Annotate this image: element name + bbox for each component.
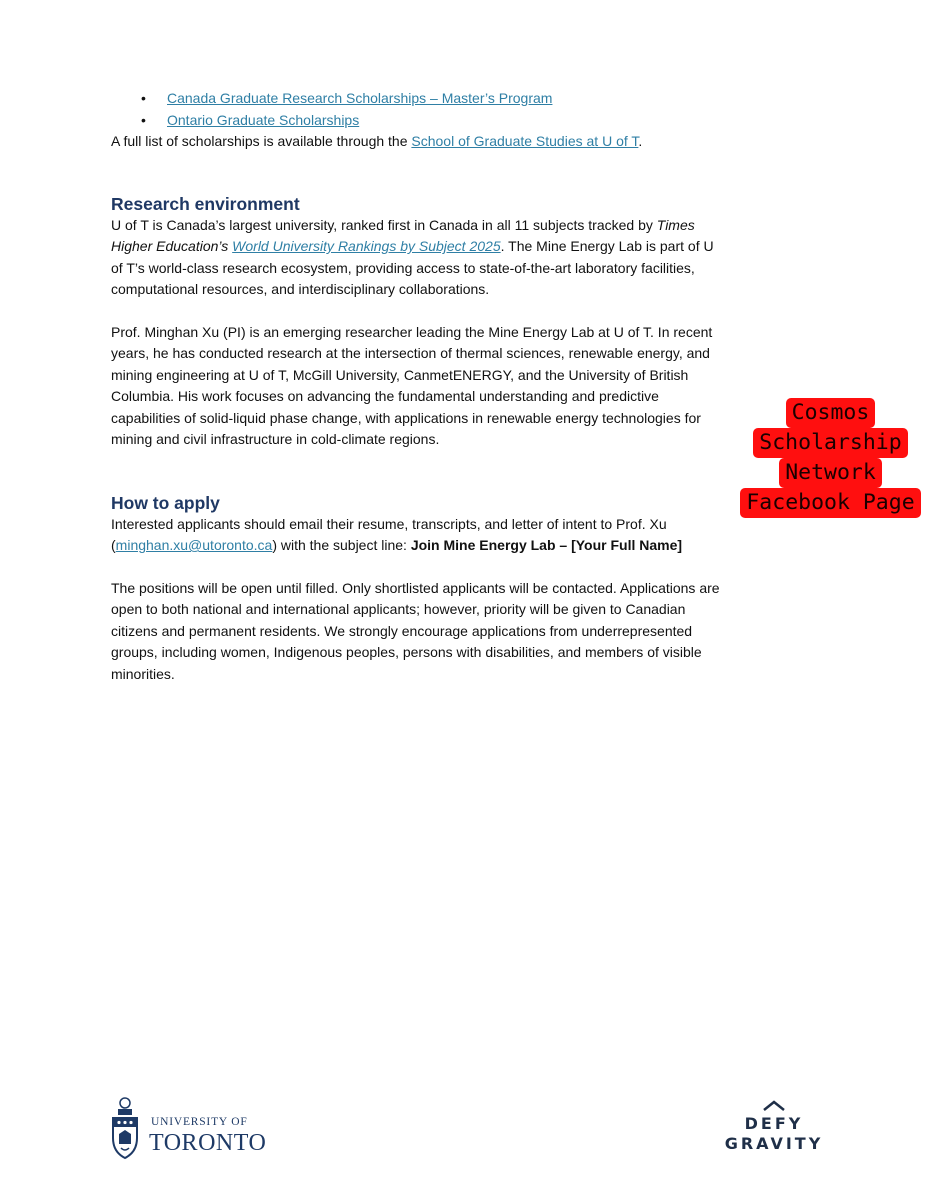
full-list-paragraph: [111, 131, 726, 153]
full-list-suffix: .: [638, 133, 643, 149]
rankings-link[interactable]: [232, 238, 500, 254]
the-italic: Times Higher Education’s: [111, 216, 695, 254]
caret-up-icon: [761, 1100, 787, 1112]
watermark-line: Facebook Page: [740, 488, 920, 518]
watermark-line: Cosmos: [786, 398, 876, 428]
uoft-wordmark-line2: TORONTO: [149, 1130, 267, 1156]
subject-line: Join Mine Energy Lab – [Your Full Name]: [410, 537, 683, 553]
bullet-icon: •: [141, 111, 146, 128]
list-item: [111, 88, 726, 110]
email-link[interactable]: minghan.xu@utoronto.ca: [115, 537, 273, 553]
apply-paragraph-2: The positions will be open until filled. Only shortlisted applicants will be contacted. Applications are open to both national and international applicants; however, priority will be given to Canadian citizens and permanent residents. We strongly encourage applications from underrepresented groups, including women, Indigenous peoples, persons with disabilities, and members of visible minorities.: [111, 579, 720, 682]
watermark-line: Network: [779, 458, 882, 488]
sgs-link[interactable]: School of Graduate Studies at U of T: [411, 133, 639, 149]
apply-text-a: Interested applicants should email their resume, transcripts, and letter of intent to Prof. Xu (: [111, 515, 667, 553]
full-list-text: A full list of scholarships is available through the: [111, 133, 412, 149]
defy-word: DEFY: [744, 1114, 804, 1133]
ogs-link[interactable]: Ontario Graduate Scholarships: [167, 111, 360, 128]
apply-paragraph-1: [111, 514, 726, 557]
document-body: [111, 88, 726, 685]
research-heading: Research environment: [111, 193, 300, 214]
uoft-logo: [111, 1096, 311, 1162]
watermark-line: Scholarship: [753, 428, 907, 458]
list-item: [111, 110, 726, 132]
apply-heading: How to apply: [111, 492, 220, 513]
scholarship-list: [111, 88, 726, 131]
watermark-overlay: [728, 398, 933, 518]
bullet-icon: •: [141, 90, 146, 106]
defy-gravity-logo: [718, 1100, 830, 1160]
uoft-crest-icon: [111, 1096, 139, 1160]
research-paragraph-1: [111, 215, 726, 301]
apply-text-b: ) with the subject line:: [272, 537, 411, 553]
gravity-word: GRAVITY: [724, 1134, 824, 1153]
research-text-b: . The Mine Energy Lab is part of U of T’s world-class research ecosystem, providing access to state-of-the-art laboratory facilities, computational resources, and interdisciplinary collaborations.: [111, 238, 714, 297]
cgs-masters-link[interactable]: Canada Graduate Research Scholarships – Master’s Program: [167, 90, 553, 106]
research-paragraph-2: Prof. Minghan Xu (PI) is an emerging researcher leading the Mine Energy Lab at U of T. In recent years, he has conducted research at the intersection of thermal sciences, renewable energy, and mining engineering at U of T, McGill University, CanmetENERGY, and the University of British Columbia. His work focuses on advancing the fundamental understanding and predictive capabilities of solid-liquid phase change, with applications in renewable energy technologies for mining and civil infrastructure in cold-climate regions.: [111, 323, 713, 447]
research-text-a: U of T is Canada’s largest university, ranked first in Canada in all 11 subjects tracked by: [111, 216, 657, 233]
rankings-link-text: World University Rankings by Subject 2025: [232, 238, 501, 254]
uoft-wordmark-line1: UNIVERSITY OF: [151, 1116, 248, 1128]
